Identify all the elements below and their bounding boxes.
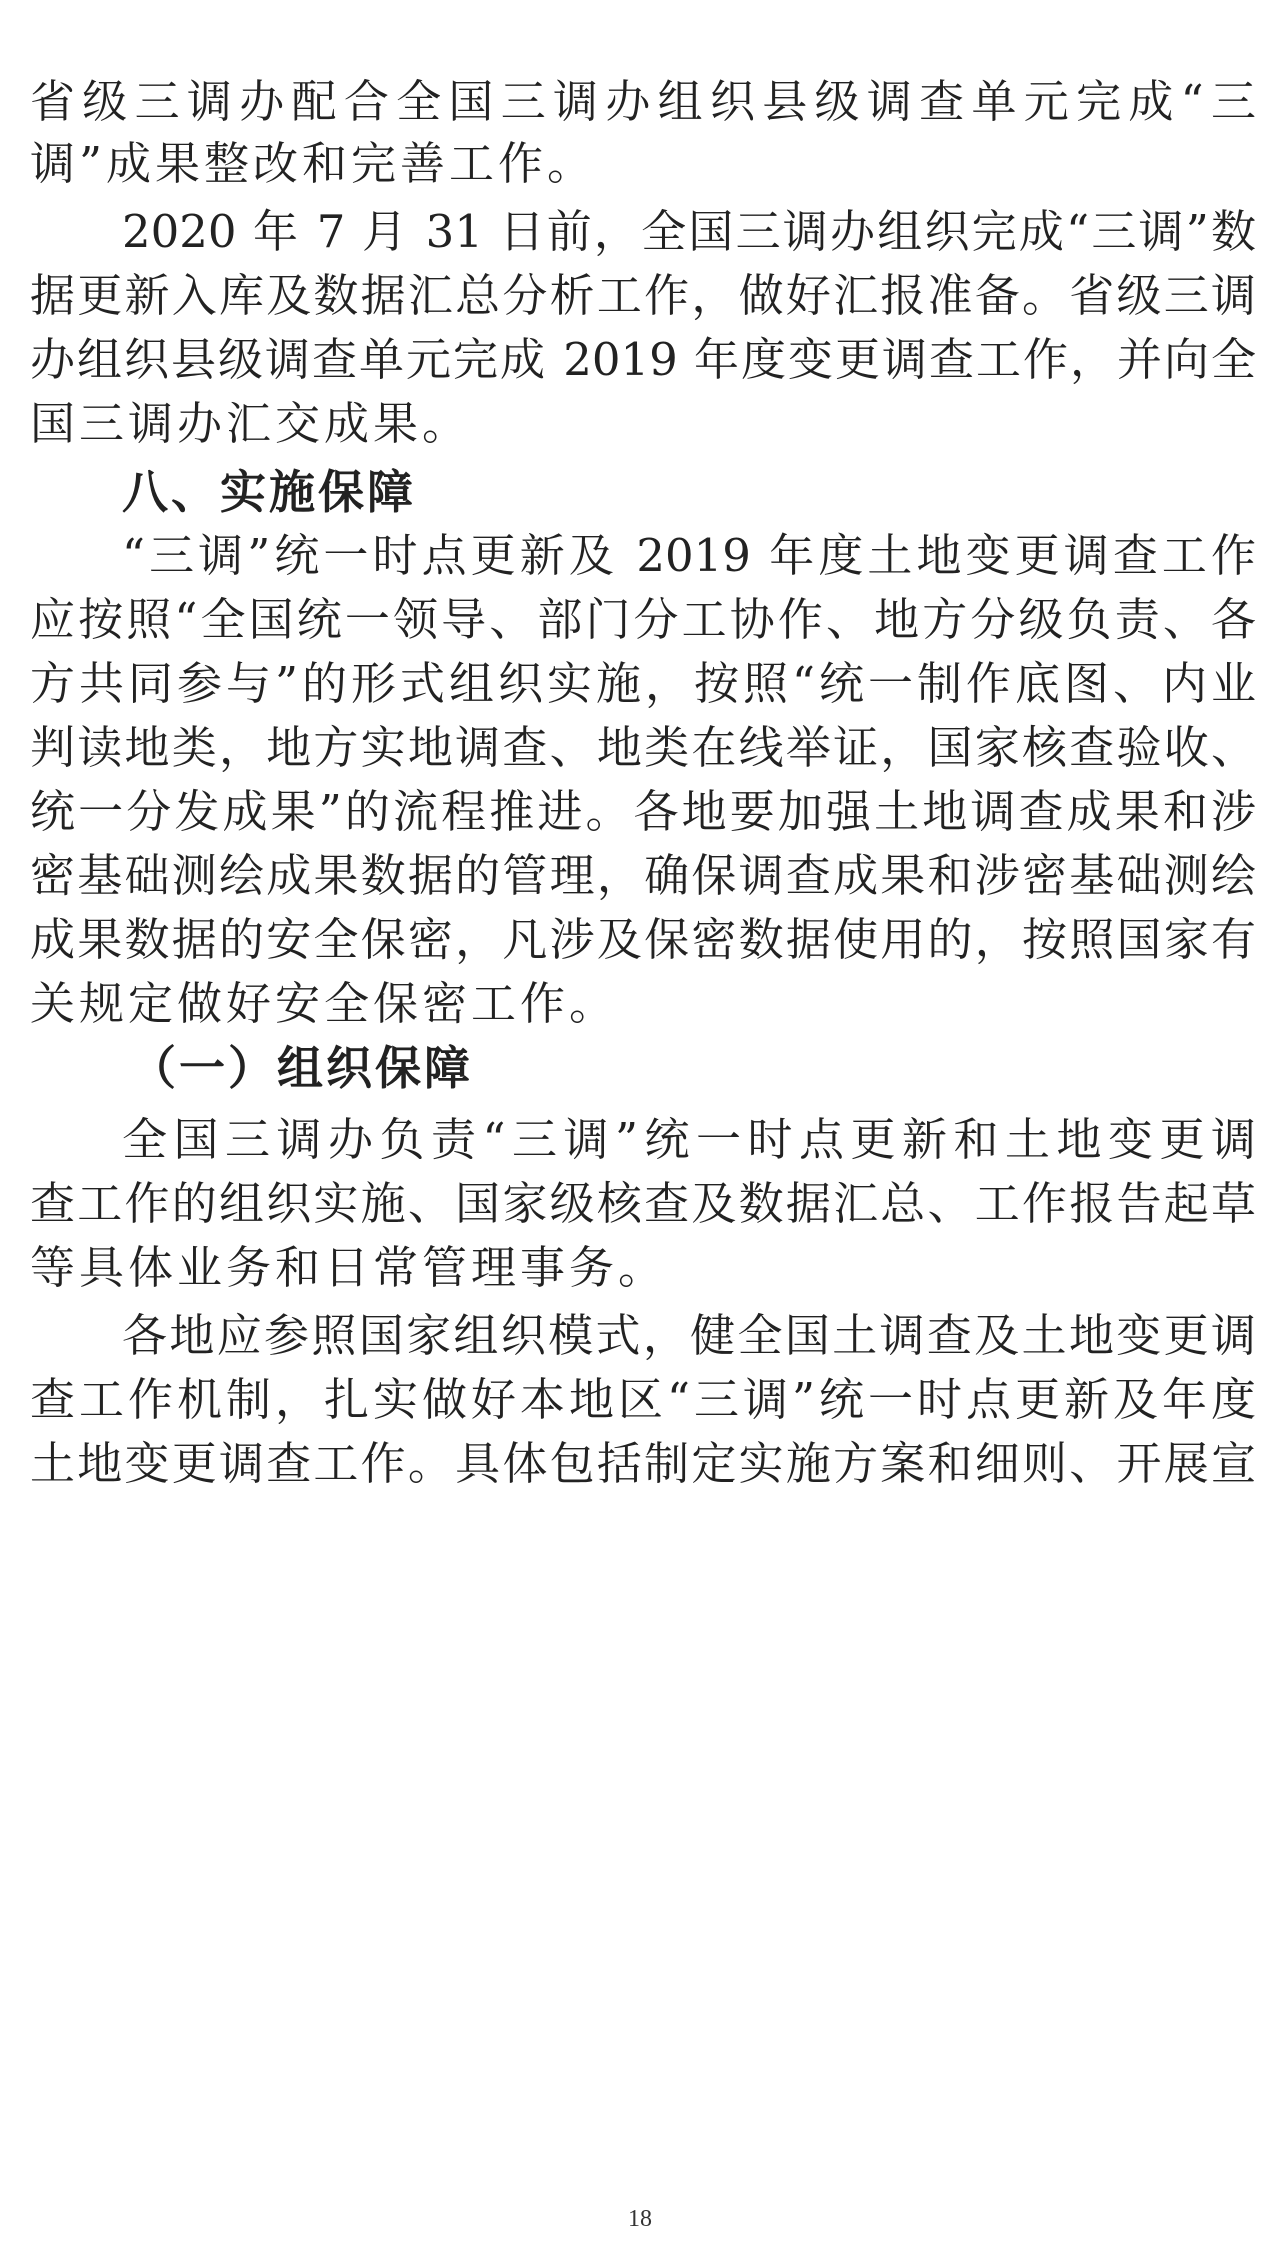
body-text-line: 成果数据的安全保密，凡涉及保密数据使用的，按照国家有 — [30, 913, 1256, 966]
body-text-line: 土地变更调查工作。具体包括制定实施方案和细则、开展宣 — [30, 1437, 1256, 1490]
body-text-line: 统一分发成果”的流程推进。各地要加强土地调查成果和涉 — [30, 785, 1256, 838]
body-text-line: 各地应参照国家组织模式，健全国土调查及土地变更调 — [122, 1309, 1256, 1362]
body-text-line: 省级三调办配合全国三调办组织县级调查单元完成“三 — [30, 75, 1256, 128]
section-heading: 八、实施保障 — [122, 465, 416, 519]
body-text-line: 等具体业务和日常管理事务。 — [30, 1241, 668, 1294]
body-text-line: 2020 年 7 月 31 日前，全国三调办组织完成“三调”数 — [122, 205, 1256, 258]
body-text-line: 方共同参与”的形式组织实施，按照“统一制作底图、内业 — [30, 657, 1256, 710]
body-text-line: 办组织县级调查单元完成 2019 年度变更调查工作，并向全 — [30, 333, 1256, 386]
body-text-line: 关规定做好安全保密工作。 — [30, 977, 619, 1030]
body-text-line: 应按照“全国统一领导、部门分工协作、地方分级负责、各 — [30, 593, 1256, 646]
body-text-line: 全国三调办负责“三调”统一时点更新和土地变更调 — [122, 1113, 1256, 1166]
page-number: 18 — [628, 2206, 652, 2232]
body-text-line: 查工作的组织实施、国家级核查及数据汇总、工作报告起草 — [30, 1177, 1256, 1230]
body-text-line: “三调”统一时点更新及 2019 年度土地变更调查工作 — [122, 529, 1256, 582]
body-text-line: 密基础测绘成果数据的管理，确保调查成果和涉密基础测绘 — [30, 849, 1256, 902]
body-text-line: 国三调办汇交成果。 — [30, 397, 472, 450]
subsection-heading: （一）组织保障 — [130, 1041, 473, 1095]
body-text-line: 查工作机制，扎实做好本地区“三调”统一时点更新及年度 — [30, 1373, 1256, 1426]
body-text-line: 判读地类，地方实地调查、地类在线举证，国家核查验收、 — [30, 721, 1256, 774]
body-text-line: 据更新入库及数据汇总分析工作，做好汇报准备。省级三调 — [30, 269, 1256, 322]
body-text-line: 调”成果整改和完善工作。 — [30, 137, 597, 190]
